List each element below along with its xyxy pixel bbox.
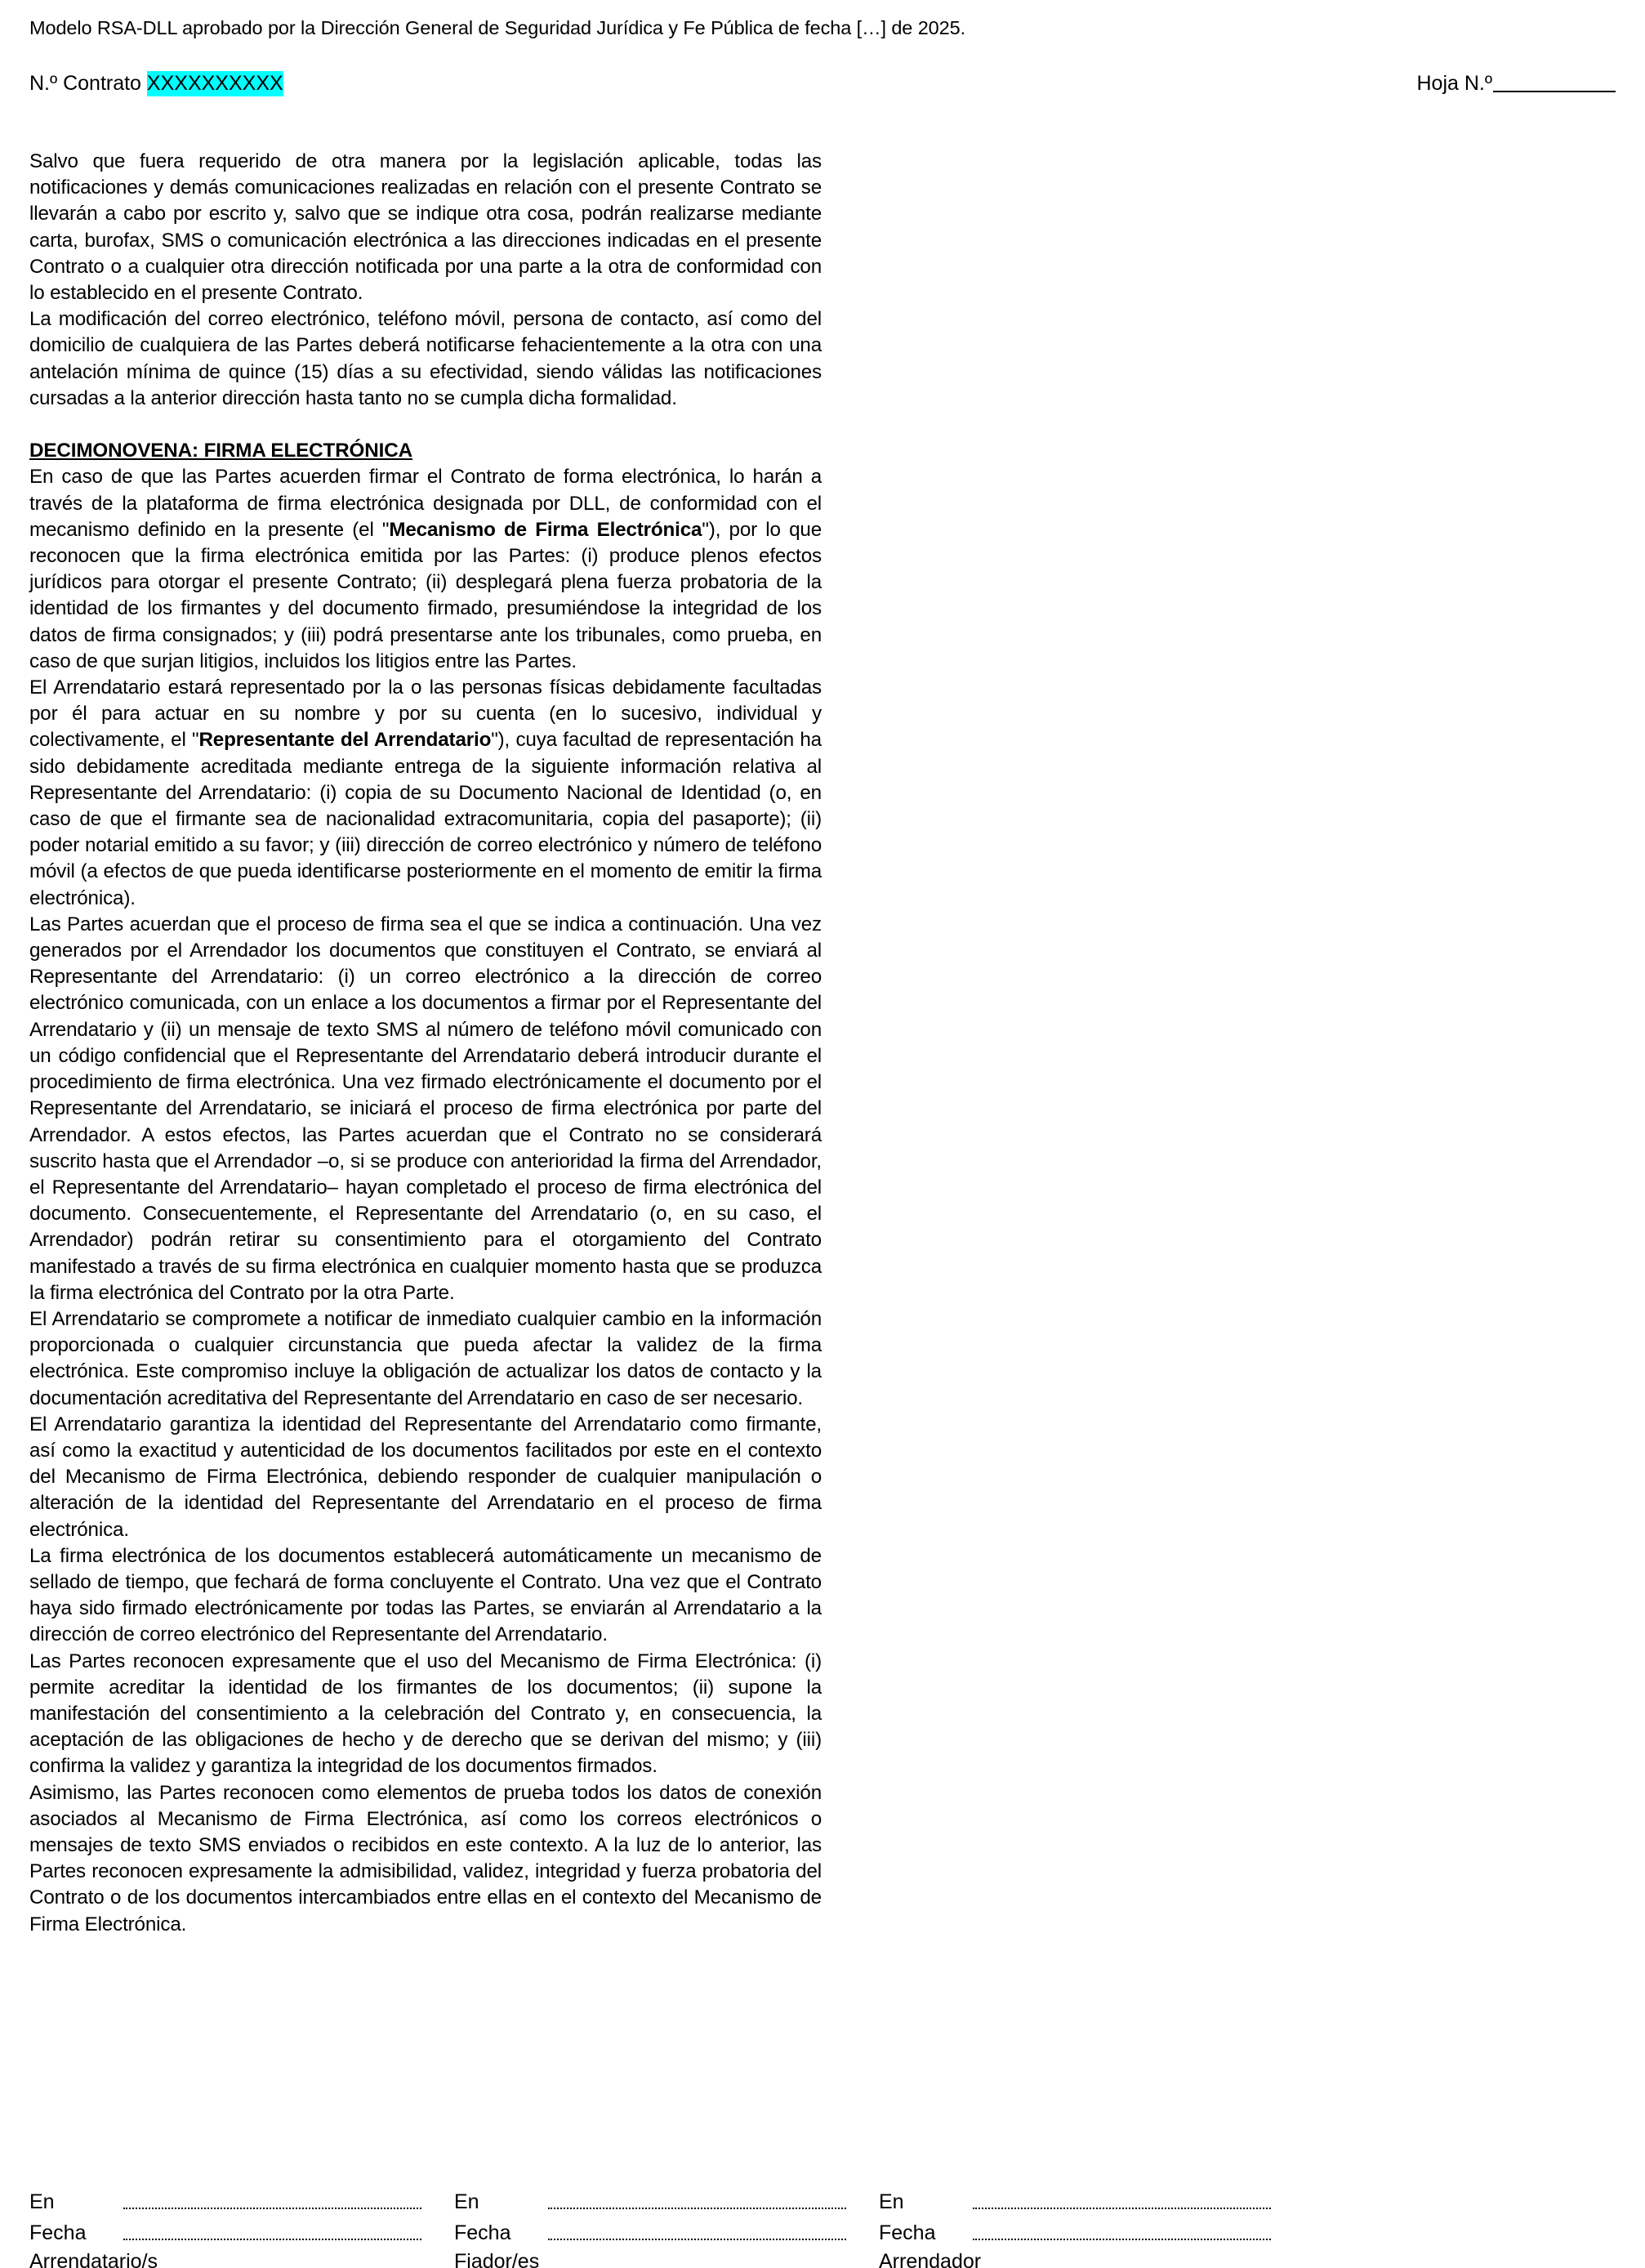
paragraph-notify-changes: El Arrendatario se compromete a notificar de inmediato cualquier cambio en la información proporcionada o cualquier circunstancia que pueda afectar la validez de la firma electrónica. Este compromiso incluye la obligación de actualizar los datos de contacto y la documentación acreditativa del Representante del Arrendatario en caso de ser necesario. <box>29 1307 822 1409</box>
signature-date-row <box>29 2214 454 2245</box>
signature-place-row <box>454 2183 879 2214</box>
signature-place-row <box>879 2183 1304 2214</box>
contract-body <box>29 149 822 1938</box>
paragraph-notifications: Salvo que fuera requerido de otra manera por la legislación aplicable, todas las notificaciones y demás comunicaciones realizadas en relación con el presente Contrato se llevarán a cabo por escrito y, salvo que se indique otra cosa, podrán realizarse mediante carta, burofax, SMS o comunicación electrónica a las direcciones indicadas en el presente Contrato o a cualquier otra dirección notificada por una parte a la otra de conformidad con lo establecido en el presente Contrato. <box>29 150 822 305</box>
clause-heading-electronic-signature: DECIMONOVENA: FIRMA ELECTRÓNICA <box>29 440 412 462</box>
paragraph-evidence: Asimismo, las Partes reconocen como elementos de prueba todos los datos de conexión asociados al Mecanismo de Firma Electrónica, así como los correos electrónicos o mensajes de texto SMS enviados o recibidos en este contexto. A la luz de lo anterior, las Partes reconocen expresamente la admisibilidad, validez, integridad y fuerza probatoria del Contrato o de los documentos intercambiados entre ellas en el contexto del Mecanismo de Firma Electrónica. <box>29 1781 822 1935</box>
signature-column-arrendador <box>879 2183 1304 2268</box>
contract-number-group <box>29 72 283 96</box>
signature-date-label: Fecha <box>879 2221 936 2244</box>
document-model-header: Modelo RSA-DLL aprobado por la Dirección General de Seguridad Jurídica y Fe Pública de fecha […] de 2025. <box>29 17 966 38</box>
paragraph-contact-change: La modificación del correo electrónico, teléfono móvil, persona de contacto, así como del domicilio de cualquiera de las Partes deberá notificarse fehacientemente a la otra con una antelación mínima de quince (15) días a su efectividad, siendo válidas las notificaciones cursadas a la anterior dirección hasta tanto no se cumpla dicha formalidad. <box>29 308 822 409</box>
signature-date-label: Fecha <box>29 2221 87 2244</box>
signature-party-label: Fiador/es <box>454 2250 540 2268</box>
signature-column-arrendatario <box>29 2183 454 2268</box>
signature-date-blank[interactable] <box>548 2239 846 2240</box>
signature-date-blank[interactable] <box>973 2239 1271 2240</box>
signature-place-blank[interactable] <box>123 2208 421 2209</box>
contract-number-row <box>29 72 1616 100</box>
paragraph-representative-part1: El Arrendatario estará representado por la o las personas físicas debidamente facultadas por él para actuar en su nombre y por su cuenta (en lo sucesivo, individual y colectivamente, el " <box>29 676 822 752</box>
signature-date-row <box>454 2214 879 2245</box>
paragraph-signature-platform <box>29 464 822 675</box>
paragraph-signing-process: Las Partes acuerdan que el proceso de firma sea el que se indica a continuación. Una vez generados por el Arrendador los documentos que constituyen el Contrato, se enviará al Representante del Arrendatario: (i) un correo electrónico a la dirección de correo electrónico comunicada, con un enlace a los documentos a firmar por el Representante del Arrendatario y (ii) un mensaje de texto SMS al número de teléfono móvil comunicado con un código confidencial que el Representante del Arrendatario deberá introducir durante el procedimiento de firma electrónica. Una vez firmado electrónicamente el documento por el Representante del Arrendatario, se iniciará el proceso de firma electrónica por parte del Arrendador. A estos efectos, las Partes acuerdan que el Contrato no se considerará suscrito hasta que el Arrendador –o, si se produce con anterioridad la firma del Arrendador, el Representante del Arrendatario– hayan completado el proceso de firma electrónica del documento. Consecuentemente, el Representante del Arrendatario (o, en su caso, el Arrendador) podrán retirar su consentimiento para el otorgamiento del Contrato manifestado a través de su firma electrónica en cualquier momento hasta que se produzca la firma electrónica del Contrato por la otra Parte. <box>29 913 822 1304</box>
signature-place-label: En <box>454 2190 479 2213</box>
paragraph-signature-platform-part1: En caso de que las Partes acuerden firmar el Contrato de forma electrónica, lo harán a través de la plataforma de firma electrónica designada por DLL, de conformidad con el mecanismo definido en la presente (el " <box>29 466 822 541</box>
contract-number-value[interactable]: XXXXXXXXXX <box>146 72 283 95</box>
paragraph-identity-guarantee: El Arrendatario garantiza la identidad del Representante del Arrendatario como firmante, así como la exactitud y autenticidad de los documentos facilitados por este en el contexto del Mecanismo de Firma Electrónica, debiendo responder de cualquier manipulación o alteración de la identidad del Representante del Arrendatario en el proceso de firma electrónica. <box>29 1413 822 1541</box>
sheet-number-group <box>1417 72 1616 96</box>
signature-place-blank[interactable] <box>973 2208 1271 2209</box>
signature-place-blank[interactable] <box>548 2208 846 2209</box>
sheet-number-blank[interactable] <box>1493 91 1616 92</box>
contract-number-label: N.º Contrato <box>29 72 141 95</box>
signature-column-fiador <box>454 2183 879 2268</box>
paragraph-timestamp: La firma electrónica de los documentos establecerá automáticamente un mecanismo de sellado de tiempo, que fechará de forma concluyente el Contrato. Una vez que el Contrato haya sido firmado electrónicamente por todas las Partes, se enviarán al Arrendatario a la dirección de correo electrónico del Representante del Arrendatario. <box>29 1544 822 1646</box>
sheet-number-label: Hoja N.º <box>1416 72 1492 95</box>
paragraph-acknowledgements: Las Partes reconocen expresamente que el uso del Mecanismo de Firma Electrónica: (i) permite acreditar la identidad de los firmantes de los documentos; (ii) supone la manifestación del consentimiento a la celebración del Contrato y, en consecuencia, la aceptación de las obligaciones de hecho y de derecho que se derivan del mismo; y (iii) confirma la validez y garantiza la integridad de los documentos firmados. <box>29 1650 822 1778</box>
signature-place-label: En <box>29 2190 55 2213</box>
signature-party-label: Arrendatario/s <box>29 2250 158 2268</box>
signature-place-row <box>29 2183 454 2214</box>
term-mecanismo-firma-electronica: Mecanismo de Firma Electrónica <box>389 518 702 541</box>
paragraph-representative-part2: "), cuya facultad de representación ha sido debidamente acreditada mediante entrega de la siguiente información relativa al Representante del Arrendatario: (i) copia de su Documento Nacional de Identidad (o, en caso de que el firmante sea de nacionalidad extracomunitaria, copia del pasaporte); (ii) poder notarial emitido a su favor; y (iii) dirección de correo electrónico y número de teléfono móvil (a efectos de que pueda identificarse posteriormente en el momento de emitir la firma electrónica). <box>29 729 822 909</box>
signature-party-label: Arrendador <box>879 2250 982 2268</box>
signature-date-blank[interactable] <box>123 2239 421 2240</box>
paragraph-representative <box>29 675 822 912</box>
paragraph-signature-platform-part2: "), por lo que reconocen que la firma electrónica emitida por las Partes: (i) produce plenos efectos jurídicos para otorgar el presente Contrato; (ii) desplegará plena fuerza probatoria de la identidad de los firmantes y del documento firmado, presumiéndose la integridad de los datos de firma consignados; y (iii) podrá presentarse ante los tribunales, como prueba, en caso de que surjan litigios, incluidos los litigios entre las Partes. <box>29 518 822 672</box>
term-representante-arrendatario: Representante del Arrendatario <box>198 729 492 752</box>
signature-block <box>29 2183 1616 2268</box>
paragraph-spacer <box>29 412 822 438</box>
signature-place-label: En <box>879 2190 904 2213</box>
signature-date-row <box>879 2214 1304 2245</box>
signature-date-label: Fecha <box>454 2221 511 2244</box>
